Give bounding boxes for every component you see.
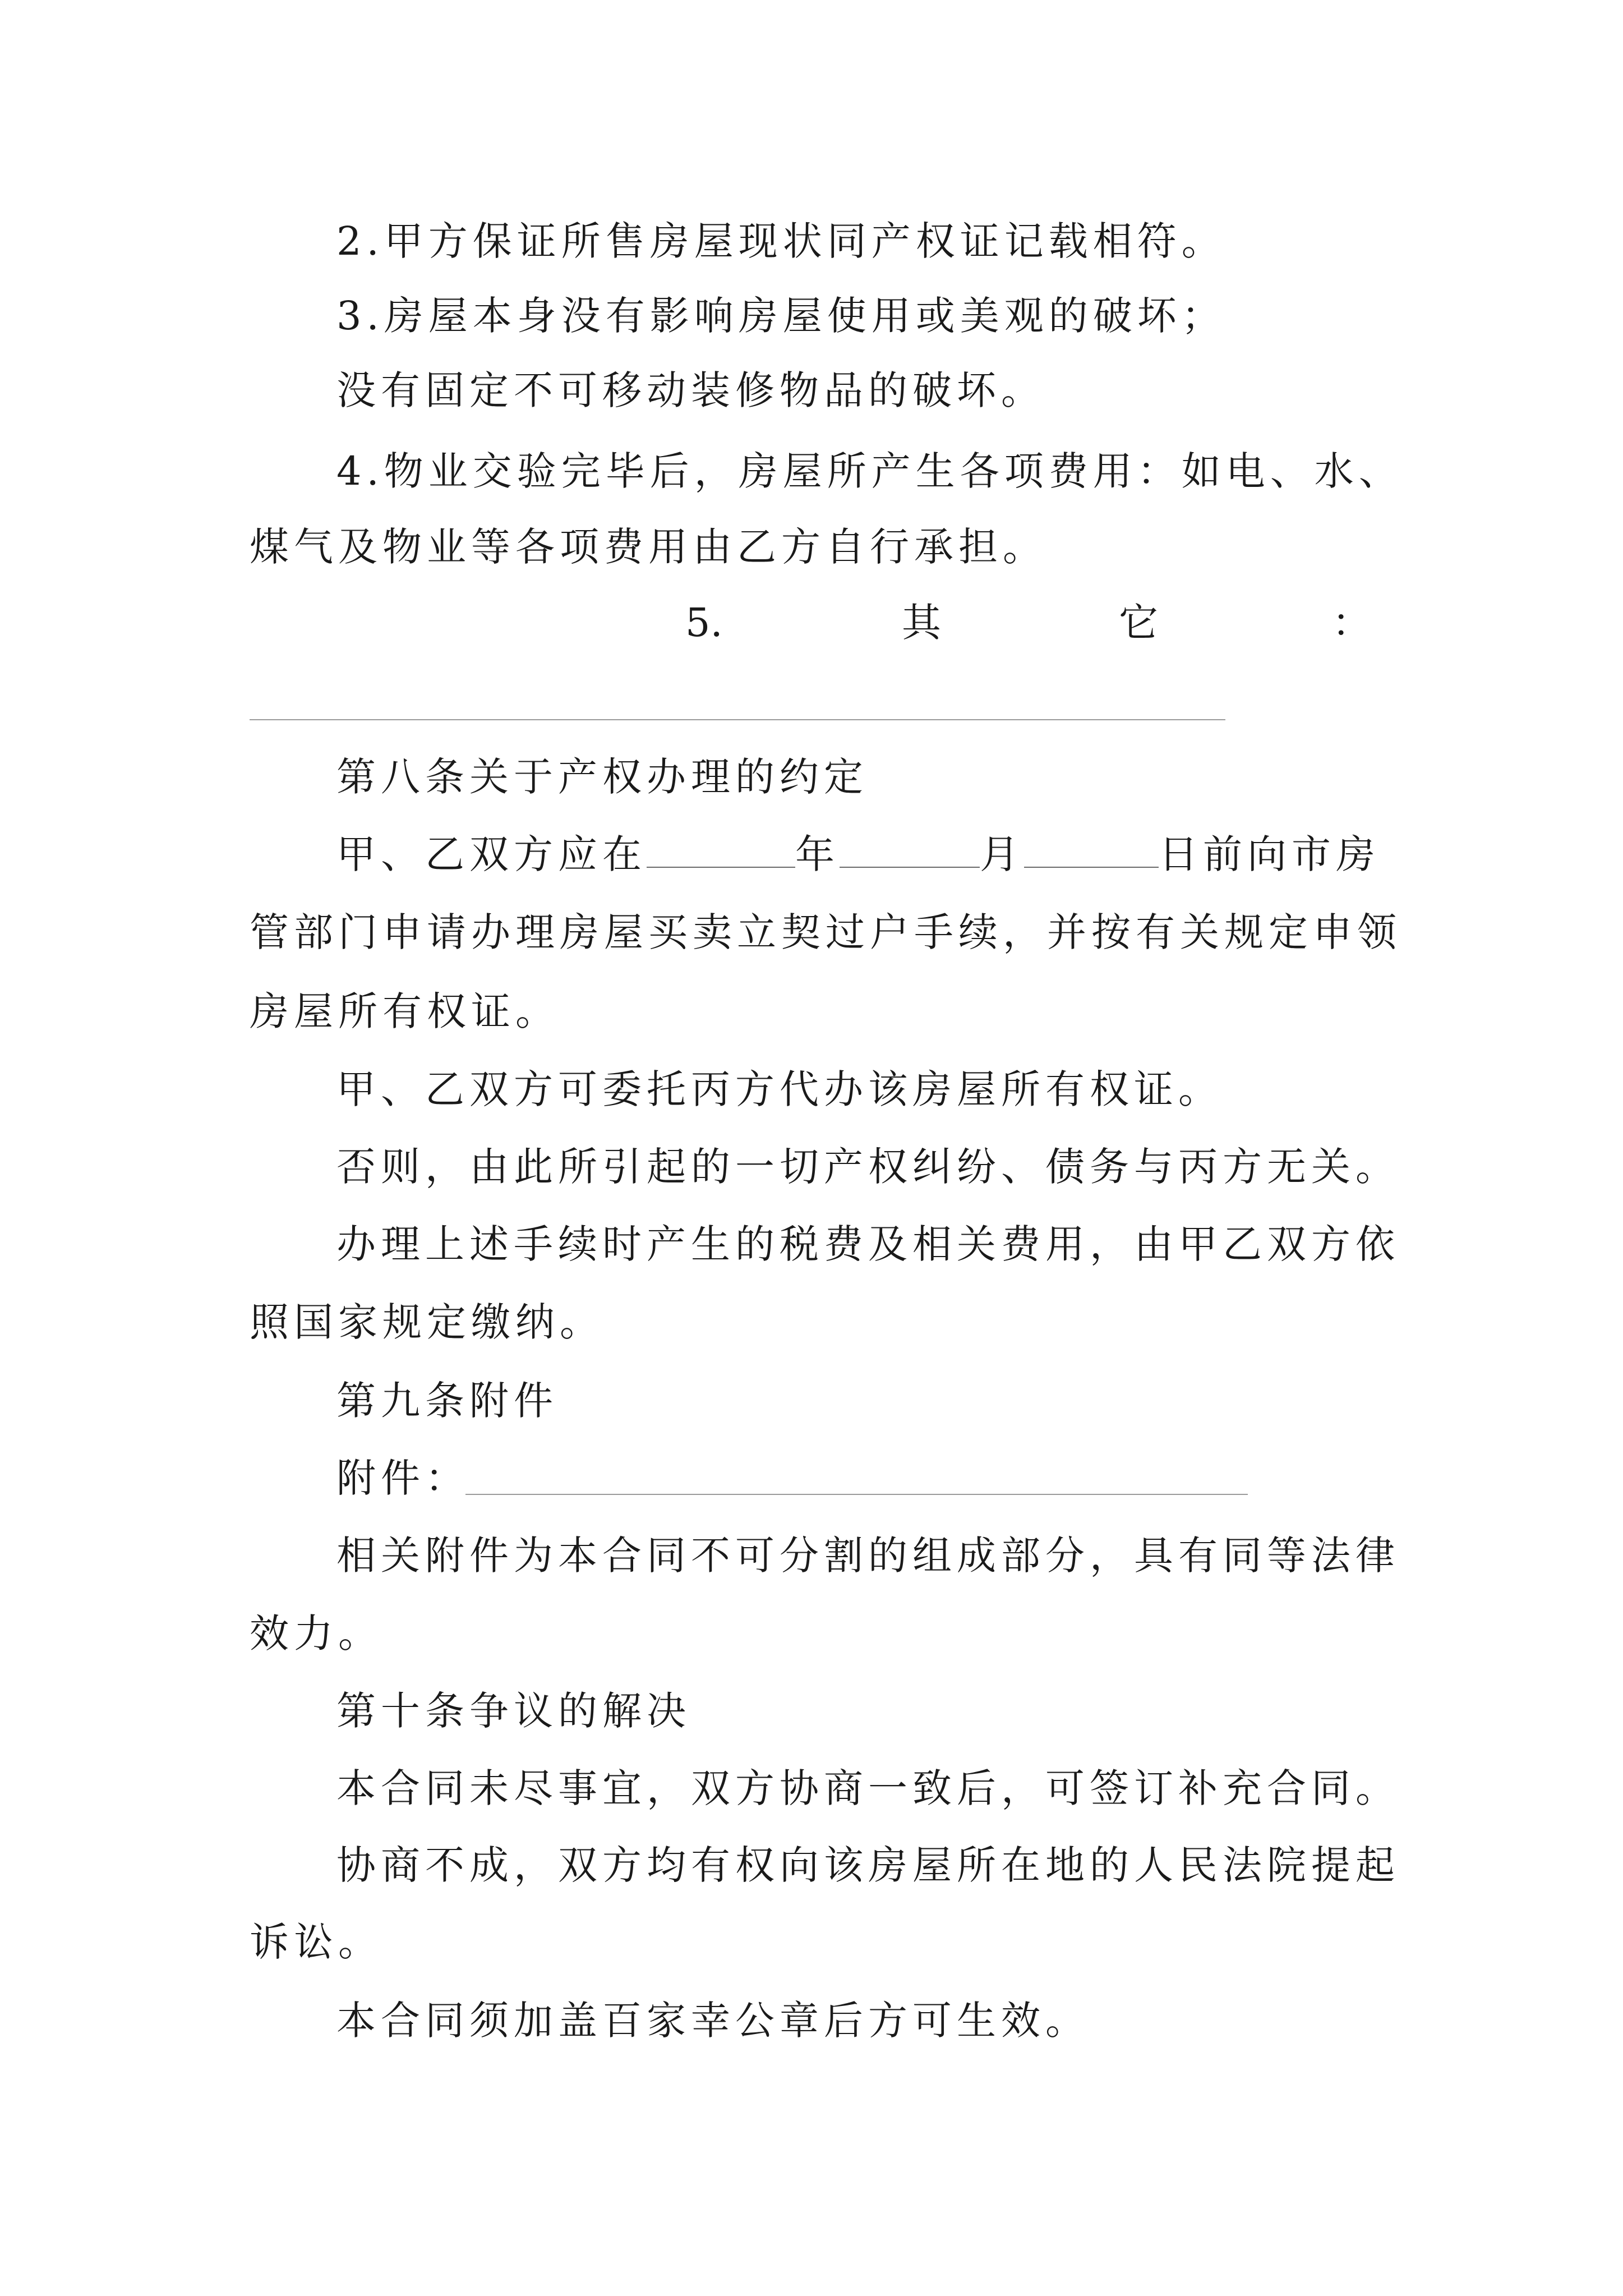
article-8-para-3: 否则，由此所引起的一切产权纠纷、债务与丙方无关。 bbox=[336, 1144, 1400, 1190]
clause-3: 3.房屋本身没有影响房屋使用或美观的破坏； bbox=[336, 293, 1226, 339]
year-blank[interactable] bbox=[647, 831, 795, 868]
article-9-title: 第九条附件 bbox=[336, 1378, 558, 1424]
article-8-para-2: 甲、乙双方可委托丙方代办该房屋所有权证。 bbox=[336, 1066, 1223, 1112]
article-10-para-2-cont: 诉讼。 bbox=[250, 1919, 382, 1965]
day-blank[interactable] bbox=[1024, 831, 1159, 868]
article-8-para-4-cont: 照国家规定缴纳。 bbox=[250, 1299, 604, 1345]
article-9-para-cont: 效力。 bbox=[250, 1611, 382, 1657]
date-prefix: 甲、乙双方应在 bbox=[336, 831, 647, 877]
month-blank[interactable] bbox=[840, 831, 980, 868]
month-label: 月 bbox=[980, 831, 1024, 877]
item5-colon: ： bbox=[1332, 600, 1371, 646]
article-9-para: 相关附件为本合同不可分割的组成部分，具有同等法律 bbox=[336, 1533, 1400, 1579]
clause-4-cont: 煤气及物业等各项费用由乙方自行承担。 bbox=[250, 524, 1047, 570]
attachment-blank-line[interactable] bbox=[465, 1494, 1248, 1495]
attachment-label: 附件： bbox=[336, 1455, 469, 1501]
article-10-para-3: 本合同须加盖百家幸公章后方可生效。 bbox=[336, 1998, 1090, 2044]
clause-4: 4.物业交验完毕后，房屋所产生各项费用：如电、水、 bbox=[336, 448, 1403, 494]
date-suffix: 日前向市房 bbox=[1159, 831, 1380, 877]
article-10-para-1: 本合同未尽事宜，双方协商一致后，可签订补充合同。 bbox=[336, 1765, 1400, 1811]
item5-char-1: 其 bbox=[902, 600, 941, 646]
year-label: 年 bbox=[795, 831, 840, 877]
article-8-title: 第八条关于产权办理的约定 bbox=[336, 754, 868, 800]
article-8-para-1-end: 房屋所有权证。 bbox=[250, 988, 560, 1034]
item5-number: 5. bbox=[685, 600, 723, 646]
article-8-para-1-cont: 管部门申请办理房屋买卖立契过户手续，并按有关规定申领 bbox=[250, 909, 1401, 955]
article-8-date-line bbox=[336, 826, 1380, 882]
article-8-para-4: 办理上述手续时产生的税费及相关费用，由甲乙双方依 bbox=[336, 1221, 1400, 1267]
article-10-para-2: 协商不成，双方均有权向该房屋所在地的人民法院提起 bbox=[336, 1842, 1400, 1888]
item5-char-2: 它 bbox=[1119, 600, 1158, 646]
clause-3-cont: 没有固定不可移动装修物品的破坏。 bbox=[336, 367, 1045, 413]
item5-blank-line[interactable] bbox=[250, 719, 1225, 720]
clause-2: 2.甲方保证所售房屋现状同产权证记载相符。 bbox=[336, 218, 1226, 264]
article-10-title: 第十条争议的解决 bbox=[336, 1688, 691, 1734]
